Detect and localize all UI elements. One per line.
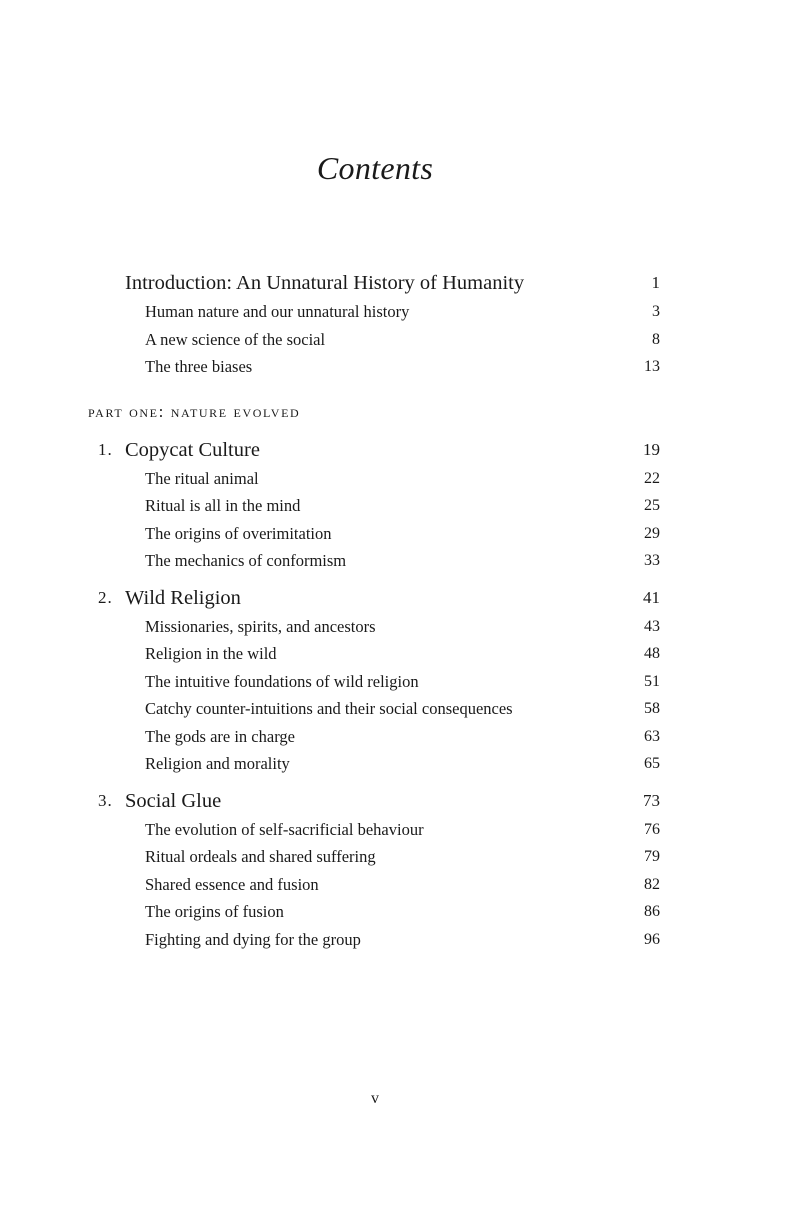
toc-section-entry[interactable] [88, 816, 660, 844]
chapter-title: Social Glue [125, 789, 222, 812]
page-title: Contents [316, 150, 434, 186]
section-title: The ritual animal [145, 468, 259, 488]
page-number: 8 [652, 330, 660, 348]
toc-section-entry[interactable] [88, 465, 660, 493]
page-number: 76 [644, 820, 660, 838]
toc-chapter-entry[interactable] [88, 786, 660, 816]
toc-section-entry[interactable] [88, 871, 660, 899]
section-title: The evolution of self-sacrificial behaviour [145, 819, 424, 839]
page-number: 29 [644, 524, 660, 542]
intro-block [88, 268, 660, 381]
chapter-block [88, 435, 660, 575]
page-number: 63 [644, 727, 660, 745]
table-of-contents [88, 268, 660, 953]
toc-chapter-entry[interactable] [88, 583, 660, 613]
toc-section-entry[interactable] [88, 353, 660, 381]
section-title: Fighting and dying for the group [145, 929, 361, 949]
toc-section-entry[interactable] [88, 668, 660, 696]
toc-section-entry[interactable] [88, 898, 660, 926]
toc-section-entry[interactable] [88, 695, 660, 723]
section-title: Human nature and our unnatural history [145, 302, 410, 321]
chapter-number: 1. [98, 439, 113, 459]
page-number: 25 [644, 497, 660, 514]
toc-section-entry[interactable] [88, 640, 660, 668]
page-number: 1 [651, 273, 660, 292]
section-title: The intuitive foundations of wild religion [145, 671, 419, 691]
chapter-number: 3. [98, 790, 113, 810]
toc-section-entry[interactable] [88, 547, 660, 575]
page-number: 86 [644, 903, 660, 920]
toc-section-entry[interactable] [88, 843, 660, 871]
page-number: 73 [643, 790, 660, 810]
page-number: 19 [643, 439, 660, 459]
toc-section-entry[interactable] [88, 326, 660, 354]
section-title: Missionaries, spirits, and ancestors [145, 616, 376, 636]
section-title: Ritual is all in the mind [145, 496, 301, 515]
section-title: The three biases [145, 357, 253, 376]
page-number: 65 [644, 755, 660, 772]
section-title: The mechanics of conformism [145, 551, 347, 570]
page-number: 22 [644, 469, 660, 487]
toc-section-entry[interactable] [88, 723, 660, 751]
section-title: Religion and morality [145, 754, 290, 773]
page-number: 58 [644, 700, 660, 717]
section-title: A new science of the social [145, 329, 326, 349]
chapter-title: Wild Religion [125, 586, 241, 609]
section-title: The origins of fusion [145, 902, 284, 921]
toc-section-entry[interactable] [88, 492, 660, 520]
page-folio: v [371, 1090, 379, 1107]
page-number: 79 [644, 848, 660, 865]
page-number: 43 [644, 617, 660, 635]
toc-section-entry[interactable] [88, 298, 660, 326]
section-title: The gods are in charge [145, 726, 295, 746]
toc-section-entry[interactable] [88, 750, 660, 778]
toc-section-entry[interactable] [88, 613, 660, 641]
section-title: The origins of overimitation [145, 523, 332, 543]
page-number: 51 [644, 672, 660, 690]
section-title: Ritual ordeals and shared suffering [145, 847, 376, 866]
toc-chapter-entry[interactable] [88, 435, 660, 465]
page-number: 33 [644, 552, 660, 569]
section-title: Religion in the wild [145, 644, 277, 663]
chapter-block [88, 583, 660, 778]
chapter-title: Introduction: An Unnatural History of Humanity [125, 272, 525, 294]
page-number: 3 [652, 303, 660, 320]
toc-section-entry[interactable] [88, 520, 660, 548]
chapter-number: 2. [98, 587, 113, 607]
page-number: 41 [643, 587, 660, 607]
toc-entry-introduction[interactable] [88, 268, 660, 298]
chapter-title: Copycat Culture [125, 438, 260, 461]
section-title: Catchy counter-intuitions and their social consequences [145, 699, 513, 718]
page-number: 13 [644, 358, 660, 375]
part-heading: part one: nature evolved [88, 401, 301, 421]
page-number: 96 [644, 930, 660, 948]
page-number: 48 [644, 645, 660, 662]
section-title: Shared essence and fusion [145, 874, 319, 894]
chapter-block [88, 786, 660, 954]
toc-section-entry[interactable] [88, 926, 660, 954]
page-number: 82 [644, 875, 660, 893]
